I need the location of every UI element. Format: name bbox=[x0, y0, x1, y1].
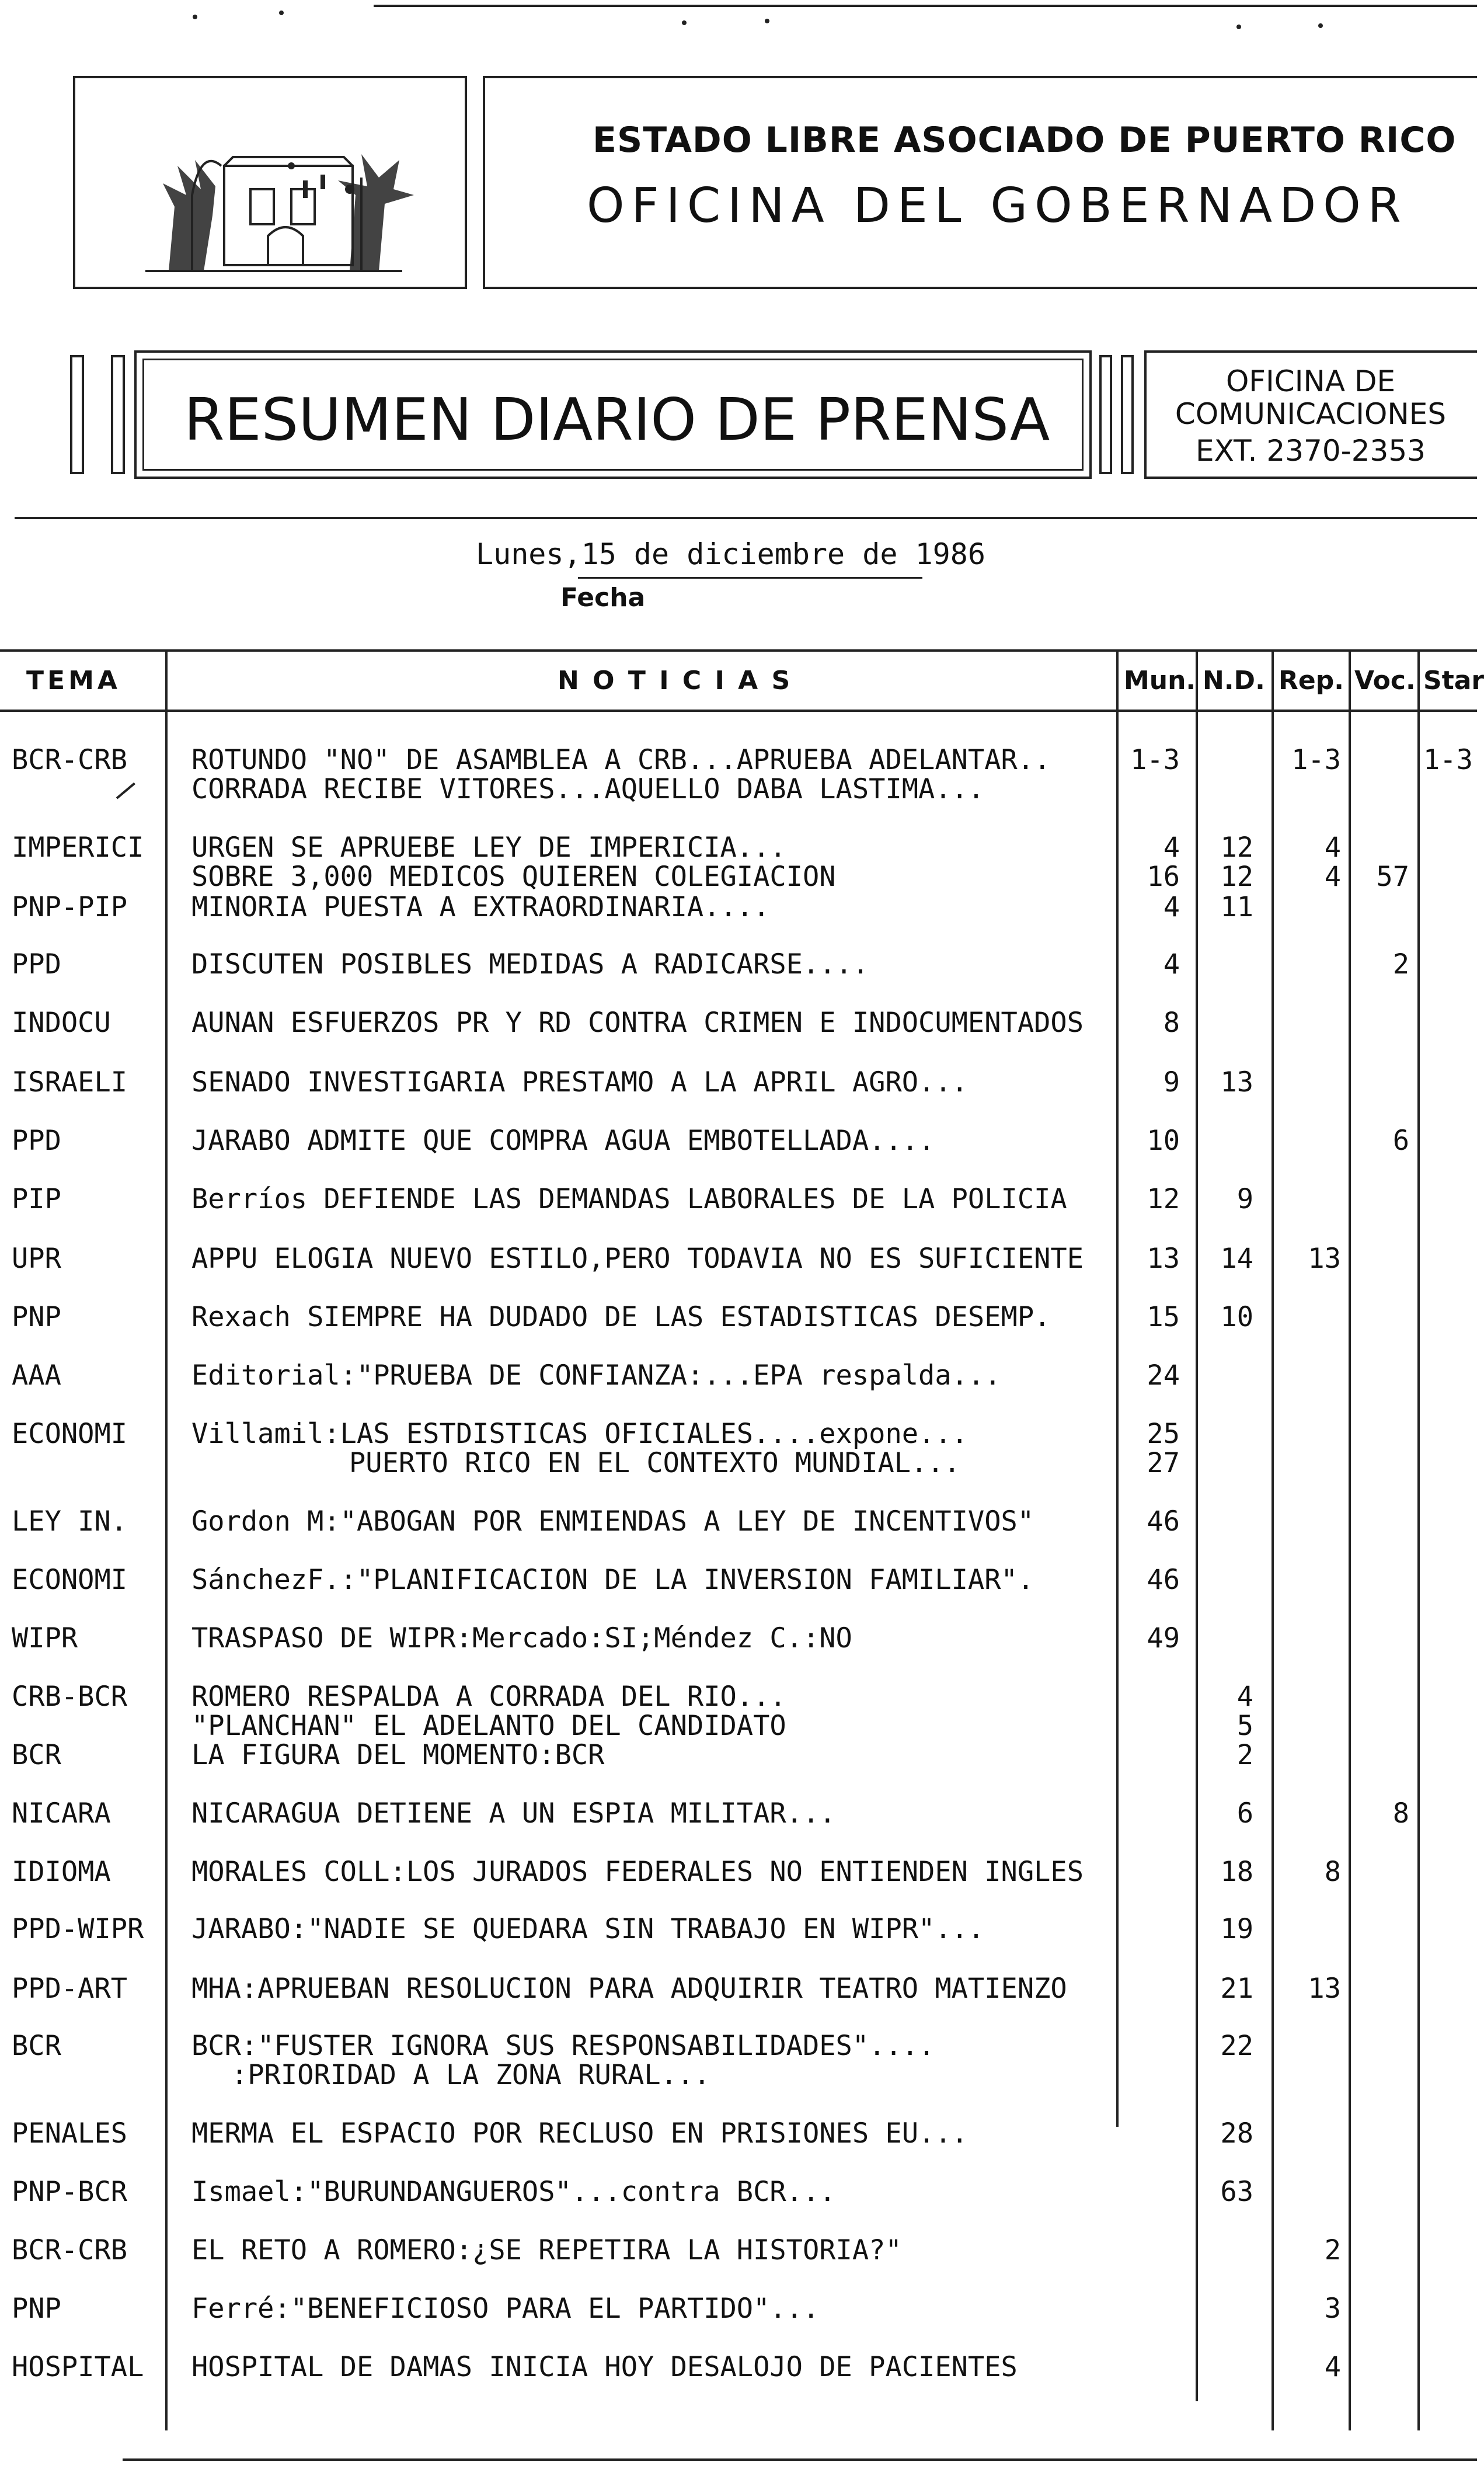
column-header-noticias: N O T I C I A S bbox=[558, 666, 793, 695]
tema-cell: PNP bbox=[12, 1301, 61, 1333]
fecha-underline bbox=[578, 577, 922, 579]
tema-cell: NICARA bbox=[12, 1797, 111, 1830]
voc-value: 2 bbox=[1392, 948, 1409, 980]
tema-cell: ECONOMI bbox=[12, 1564, 128, 1596]
nd-value: 12 bbox=[1220, 861, 1253, 893]
rep-value: 4 bbox=[1324, 861, 1341, 893]
nd-value: 4 bbox=[1236, 1681, 1253, 1713]
rep-value: 13 bbox=[1308, 1243, 1341, 1275]
noticia-line: Gordon M:"ABOGAN POR ENMIENDAS A LEY DE INCENTIVOS" bbox=[191, 1505, 1034, 1538]
speck bbox=[1318, 23, 1323, 28]
rep-value: 1-3 bbox=[1291, 744, 1341, 776]
noticia-line: EL RETO A ROMERO:¿SE REPETIRA LA HISTORIA?" bbox=[191, 2234, 902, 2266]
noticia-line: Ismael:"BURUNDANGUEROS"...contra BCR... bbox=[191, 2176, 836, 2208]
column-header-mun: Mun. bbox=[1124, 666, 1196, 695]
fecha-label: Fecha bbox=[560, 583, 646, 613]
mun-value: 12 bbox=[1147, 1183, 1180, 1215]
nd-value: 22 bbox=[1220, 2030, 1253, 2062]
logo-box bbox=[73, 76, 467, 289]
column-divider bbox=[1417, 649, 1420, 2430]
mun-value: 13 bbox=[1147, 1243, 1180, 1275]
nd-value: 6 bbox=[1236, 1797, 1253, 1830]
decorative-bar bbox=[111, 355, 125, 474]
voc-value: 8 bbox=[1392, 1797, 1409, 1830]
column-divider bbox=[165, 649, 168, 2430]
noticia-line: Editorial:"PRUEBA DE CONFIANZA:...EPA respalda... bbox=[191, 1359, 1001, 1392]
voc-value: 57 bbox=[1376, 861, 1409, 893]
noticia-line: AUNAN ESFUERZOS PR Y RD CONTRA CRIMEN E INDOCUMENTADOS bbox=[191, 1007, 1084, 1039]
resumen-title: RESUMEN DIARIO DE PRENSA bbox=[184, 385, 1050, 454]
column-header-rep: Rep. bbox=[1279, 666, 1344, 695]
noticia-line: ROTUNDO "NO" DE ASAMBLEA A CRB...APRUEBA ADELANTAR.. bbox=[191, 744, 1051, 776]
noticia-line: Berríos DEFIENDE LAS DEMANDAS LABORALES DE LA POLICIA bbox=[191, 1183, 1067, 1215]
column-header-voc: Voc. bbox=[1354, 666, 1416, 695]
fecha-value: Lunes,15 de diciembre de 1986 bbox=[476, 537, 985, 571]
mun-value: 24 bbox=[1147, 1359, 1180, 1392]
nd-value: 18 bbox=[1220, 1856, 1253, 1888]
noticia-line: JARABO ADMITE QUE COMPRA AGUA EMBOTELLADA.... bbox=[191, 1125, 935, 1157]
noticia-line: MINORIA PUESTA A EXTRAORDINARIA.... bbox=[191, 891, 770, 923]
star-value: 1-3 bbox=[1423, 744, 1473, 776]
mun-value: 49 bbox=[1147, 1622, 1180, 1654]
column-divider bbox=[1271, 649, 1274, 2430]
speck bbox=[1236, 25, 1241, 29]
noticia-line: DISCUTEN POSIBLES MEDIDAS A RADICARSE.... bbox=[191, 948, 869, 980]
noticia-line: Villamil:LAS ESTDISTICAS OFICIALES....expone... bbox=[191, 1418, 968, 1450]
nd-value: 5 bbox=[1236, 1710, 1253, 1742]
noticia-line: TRASPASO DE WIPR:Mercado:SI;Méndez C.:NO bbox=[191, 1622, 852, 1654]
mun-value: 25 bbox=[1147, 1418, 1180, 1450]
tema-cell: BCR-CRB bbox=[12, 744, 128, 776]
noticia-line: SENADO INVESTIGARIA PRESTAMO A LA APRIL AGRO... bbox=[191, 1066, 968, 1098]
nd-value: 63 bbox=[1220, 2176, 1253, 2208]
noticia-line: CORRADA RECIBE VITORES...AQUELLO DABA LASTIMA... bbox=[191, 773, 985, 805]
mun-value: 16 bbox=[1147, 861, 1180, 893]
tema-cell: PENALES bbox=[12, 2117, 128, 2150]
nd-value: 28 bbox=[1220, 2117, 1253, 2150]
noticia-line: ROMERO RESPALDA A CORRADA DEL RIO... bbox=[191, 1681, 786, 1713]
voc-value: 6 bbox=[1392, 1125, 1409, 1157]
tema-cell: BCR bbox=[12, 2030, 61, 2062]
noticia-line: Rexach SIEMPRE HA DUDADO DE LAS ESTADISTICAS DESEMP. bbox=[191, 1301, 1051, 1333]
noticia-line: :PRIORIDAD A LA ZONA RURAL... bbox=[231, 2059, 710, 2091]
tema-cell: BCR bbox=[12, 1739, 61, 1771]
noticia-line: "PLANCHAN" EL ADELANTO DEL CANDIDATO bbox=[191, 1710, 786, 1742]
noticia-line: LA FIGURA DEL MOMENTO:BCR bbox=[191, 1739, 605, 1771]
mun-value: 15 bbox=[1147, 1301, 1180, 1333]
nd-value: 19 bbox=[1220, 1913, 1253, 1945]
rep-value: 4 bbox=[1324, 832, 1341, 864]
nd-value: 13 bbox=[1220, 1066, 1253, 1098]
column-header-tema: TEMA bbox=[26, 666, 121, 695]
tema-cell: AAA bbox=[12, 1359, 61, 1392]
decorative-bar bbox=[70, 355, 84, 474]
nd-value: 2 bbox=[1236, 1739, 1253, 1771]
noticia-line: URGEN SE APRUEBE LEY DE IMPERICIA... bbox=[191, 832, 786, 864]
nd-value: 14 bbox=[1220, 1243, 1253, 1275]
tema-cell: PPD-WIPR bbox=[12, 1913, 144, 1945]
comunicaciones-line: COMUNICACIONES bbox=[1175, 397, 1447, 431]
tema-cell: WIPR bbox=[12, 1622, 78, 1654]
table-header-rule bbox=[0, 710, 1477, 712]
tema-cell: LEY IN. bbox=[12, 1505, 128, 1538]
nd-value: 21 bbox=[1220, 1973, 1253, 2005]
noticia-line: MHA:APRUEBAN RESOLUCION PARA ADQUIRIR TEATRO MATIENZO bbox=[191, 1973, 1067, 2005]
comunicaciones-line: OFICINA DE bbox=[1225, 364, 1396, 398]
mun-value: 4 bbox=[1163, 832, 1180, 864]
tema-cell: PPD-ART bbox=[12, 1973, 128, 2005]
tema-cell: ISRAELI bbox=[12, 1066, 128, 1098]
rep-value: 13 bbox=[1308, 1973, 1341, 2005]
nd-value: 12 bbox=[1220, 832, 1253, 864]
tema-cell: BCR-CRB bbox=[12, 2234, 128, 2266]
noticia-line: BCR:"FUSTER IGNORA SUS RESPONSABILIDADES".... bbox=[191, 2030, 935, 2062]
noticia-line: JARABO:"NADIE SE QUEDARA SIN TRABAJO EN WIPR"... bbox=[191, 1913, 985, 1945]
speck bbox=[193, 15, 197, 19]
tema-cell: PIP bbox=[12, 1183, 61, 1215]
noticia-line: MERMA EL ESPACIO POR RECLUSO EN PRISIONES EU... bbox=[191, 2117, 968, 2150]
decorative-bar bbox=[1099, 355, 1112, 474]
tema-cell: IDIOMA bbox=[12, 1856, 111, 1888]
noticia-line: APPU ELOGIA NUEVO ESTILO,PERO TODAVIA NO ES SUFICIENTE bbox=[191, 1243, 1084, 1275]
oficina-title: OFICINA DEL GOBERNADOR bbox=[587, 178, 1408, 234]
check-mark bbox=[116, 783, 135, 799]
rep-value: 8 bbox=[1324, 1856, 1341, 1888]
mun-value: 46 bbox=[1147, 1505, 1180, 1538]
rep-value: 3 bbox=[1324, 2293, 1341, 2325]
tema-cell: PNP bbox=[12, 2293, 61, 2325]
tema-cell: UPR bbox=[12, 1243, 61, 1275]
mun-value: 27 bbox=[1147, 1447, 1180, 1479]
tema-cell: HOSPITAL bbox=[12, 2351, 144, 2383]
top-rule bbox=[374, 5, 1477, 7]
noticia-line: NICARAGUA DETIENE A UN ESPIA MILITAR... bbox=[191, 1797, 836, 1830]
mun-value: 46 bbox=[1147, 1564, 1180, 1596]
tema-cell: PPD bbox=[12, 948, 61, 980]
tema-cell: IMPERICI bbox=[12, 832, 144, 864]
tema-cell: PNP-BCR bbox=[12, 2176, 128, 2208]
nd-value: 9 bbox=[1236, 1183, 1253, 1215]
mun-value: 1-3 bbox=[1130, 744, 1180, 776]
table-top-rule bbox=[0, 649, 1477, 652]
estado-title: ESTADO LIBRE ASOCIADO DE PUERTO RICO bbox=[593, 120, 1457, 161]
fortaleza-sketch-icon bbox=[75, 78, 465, 287]
noticia-line: Ferré:"BENEFICIOSO PARA EL PARTIDO"... bbox=[191, 2293, 820, 2325]
noticia-line: SánchezF.:"PLANIFICACION DE LA INVERSION FAMILIAR". bbox=[191, 1564, 1034, 1596]
speck bbox=[682, 20, 687, 25]
noticia-line: HOSPITAL DE DAMAS INICIA HOY DESALOJO DE PACIENTES bbox=[191, 2351, 1018, 2383]
rep-value: 2 bbox=[1324, 2234, 1341, 2266]
tema-cell: ECONOMI bbox=[12, 1418, 128, 1450]
tema-cell: INDOCU bbox=[12, 1007, 111, 1039]
speck bbox=[765, 19, 769, 23]
column-header-nd: N.D. bbox=[1203, 666, 1265, 695]
mun-value: 4 bbox=[1163, 891, 1180, 923]
column-header-star: Star bbox=[1423, 666, 1484, 695]
column-divider bbox=[1349, 649, 1351, 2430]
tema-cell: PNP-PIP bbox=[12, 891, 128, 923]
noticia-line: MORALES COLL:LOS JURADOS FEDERALES NO ENTIENDEN INGLES bbox=[191, 1856, 1084, 1888]
noticia-line: PUERTO RICO EN EL CONTEXTO MUNDIAL... bbox=[349, 1447, 960, 1479]
mun-value: 8 bbox=[1163, 1007, 1180, 1039]
separator bbox=[15, 517, 1477, 519]
rep-value: 4 bbox=[1324, 2351, 1341, 2383]
table-bottom-rule bbox=[123, 2458, 1477, 2461]
decorative-bar bbox=[1121, 355, 1134, 474]
speck bbox=[279, 11, 284, 15]
tema-cell: CRB-BCR bbox=[12, 1681, 128, 1713]
noticia-line: SOBRE 3,000 MEDICOS QUIEREN COLEGIACION bbox=[191, 861, 836, 893]
nd-value: 10 bbox=[1220, 1301, 1253, 1333]
nd-value: 11 bbox=[1220, 891, 1253, 923]
mun-value: 9 bbox=[1163, 1066, 1180, 1098]
tema-cell: PPD bbox=[12, 1125, 61, 1157]
mun-value: 4 bbox=[1163, 948, 1180, 980]
comunicaciones-ext: EXT. 2370-2353 bbox=[1196, 434, 1426, 468]
mun-value: 10 bbox=[1147, 1125, 1180, 1157]
